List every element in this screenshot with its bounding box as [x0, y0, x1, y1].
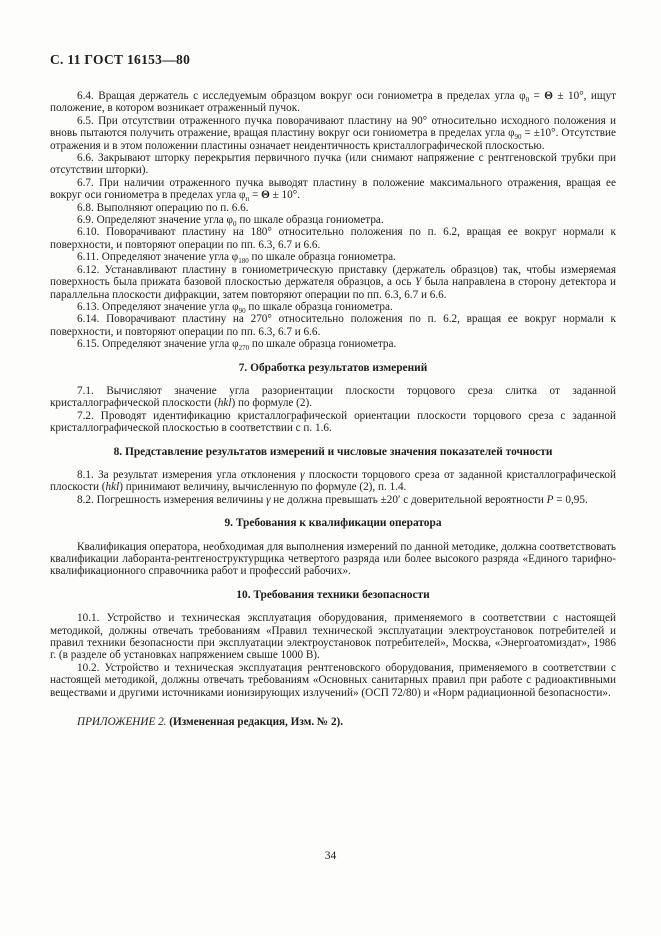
clause-6-10: 6.10. Поворачивают пластину на 180° относительно положения по п. 6.2, вращая ее вокруг нормали к поверхности, и повторяют операции по пп. 6.3, 6.7 и 6.6.: [50, 226, 616, 251]
clause-6-12: 6.12. Устанавливают пластину в гониометрическую приставку (держатель образцов) так, чтобы измеряемая поверхность была прижата базовой плоскостью держателя образцов, а ось Y была направлена в сторону детектора и параллельна плоскости дифракции, затем повторяют операции по пп. 6.3, 6.7 и 6.6.: [50, 263, 616, 301]
page-number: 34: [324, 850, 337, 862]
appendix-note: ПРИЛОЖЕНИЕ 2. (Измененная редакция, Изм. № 2).: [77, 716, 344, 729]
clause-6-14: 6.14. Поворачивают пластину на 270° относительно положения по п. 6.2, вращая ее вокруг нормали к поверхности, и повторяют операции по пп. 6.3, 6.7 и 6.6.: [50, 313, 616, 338]
running-header: С. 11 ГОСТ 16153—80: [50, 52, 191, 67]
clause-8-2: 8.2. Погрешность измерения величины γ не должна превышать ±20′ с доверительной вероятности P = 0,95.: [77, 493, 588, 506]
section-7-heading: 7. Обработка результатов измерений: [238, 361, 428, 374]
clause-7-1: 7.1. Вычисляют значение угла разориентации плоскости торцового среза слитка от заданной кристаллографической плоскости (hkl) по формуле (2).: [50, 384, 616, 410]
clause-6-4: 6.4. Вращая держатель с исследуемым образцом вокруг оси гониометра в пределах угла $\varphi_0 = \Theta \pm 10^\circ$, ищут положение, в котором возникает отраженный пучок.: [50, 90, 617, 115]
clause-6-5: 6.5. При отсутствии отраженного пучка поворачивают пластину на 90° относительно исходного положения и вновь пытаются получить отражение, вращая пластину вокруг оси гониометра в пределах угла $\varphi_{90} = \pm 10^\circ$. Отсутствие отражения и в этом положении пластины означает неидентичность кристаллографической плоскостью.: [50, 114, 616, 152]
clause-6-15: 6.15. Определяют значение угла $\varphi_{270}$ по шкале образца гониометра.: [77, 338, 397, 353]
clause-6-7: 6.7. При наличии отраженного пучка выводят пластину в положение максимального отражения, вращая ее вокруг оси гониометра в пределах угла $\varphi_п = \Theta \pm 10^\circ$.: [50, 176, 616, 204]
clause-6-13: 6.13. Определяют значение угла $\varphi_{90}$ по шкале образца гониометра.: [77, 300, 393, 316]
clause-9-body: Квалификация оператора, необходимая для выполнения измерений по данной методике, должна соответствовать квалификации лаборанта-рентгеноструктурщика четвертого разряда или более высокого разряда «Единого тарифно-квалификационного справочника работ и профессий рабочих».: [50, 540, 616, 578]
section-10-heading: 10. Требования техники безопасности: [236, 588, 430, 601]
document-body: [50, 90, 616, 728]
clause-6-8: 6.8. Выполняют операцию по п. 6.6.: [77, 201, 249, 214]
clause-10-2: 10.2. Устройство и техническая эксплуатация рентгеновского оборудования, применяемого в соответствии с настоящей методикой, должны отвечать требованиям «Основных санитарных правил при работе с радиоактивными веществами и другими источниками ионизирующих излучений» (ОСП 72/80) и «Норм радиационной безопасности».: [50, 661, 616, 699]
clause-6-6: 6.6. Закрывают шторку перекрытия первичного пучка (или снимают напряжение с рентгеновской трубки при отсутствии шторки).: [50, 152, 616, 177]
clause-8-1: 8.1. За результат измерения угла отклонения γ плоскости торцового среза от заданной кристаллографической плоскости (hkl) принимают величину, вычисленную по формуле (2), п. 1.4.: [50, 468, 616, 494]
clause-7-2: 7.2. Проводят идентификацию кристаллографической ориентации плоскости торцового среза с заданной кристаллографической плоскостью в соответствии с п. 1.6.: [50, 409, 616, 435]
clause-10-1: 10.1. Устройство и техническая эксплуатация оборудования, применяемого в соответствии с настоящей методикой, должны отвечать требованиям «Правил технической эксплуатации электроустановок потребителей и правил техники безопасности при эксплуатации электроустановок потребителей», Москва, «Энергоатомиздат», 1986 г. (в разделе об установках напряжением свыше 1000 В).: [50, 612, 616, 662]
section-8-heading: 8. Представление результатов измерений и числовые значения показателей точности: [113, 445, 553, 458]
clause-6-9: 6.9. Определяют значение угла $\varphi_0$ по шкале образца гониометра.: [77, 214, 384, 229]
section-9-heading: 9. Требования к квалификации оператора: [224, 517, 442, 530]
clause-6-11: 6.11. Определяют значение угла $\varphi_{180}$ по шкале образца гониометра.: [77, 251, 396, 266]
